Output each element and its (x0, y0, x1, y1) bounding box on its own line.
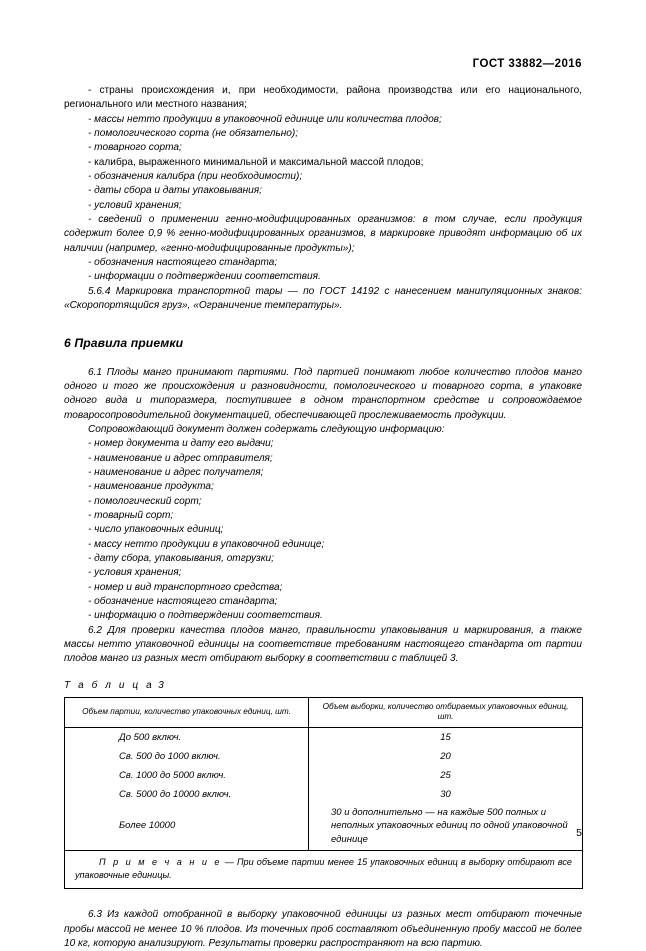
doc-item: - наименование и адрес отправителя; (88, 452, 273, 464)
table-cell-batch: Св. 500 до 1000 включ. (65, 747, 309, 766)
table-row (65, 747, 583, 766)
spacer (64, 350, 582, 366)
marking-item-storage: - условий хранения; (88, 199, 182, 211)
table-cell-batch: Более 10000 (65, 804, 309, 851)
table-cell-sample: 25 (440, 769, 451, 781)
marking-item-caliber-designation: - обозначения калибра (при необходимости); (88, 171, 303, 183)
clause-5-6-4 (64, 285, 582, 314)
table-note-label: П р и м е ч а н и е (99, 857, 222, 868)
table-3-caption-number: 3 (158, 679, 164, 691)
doc-item: - число упаковочных единиц; (88, 524, 224, 536)
table-header-row (65, 697, 583, 727)
spacer (64, 889, 582, 908)
clause-6-2-text: 6.2 Для проверки качества плодов манго, правильности упаковывания и маркирования, а также массы нетто упаковочной единицы на соответствие требованиям настоящего стандарта от партии плодов манго из разных мест отбирают выборку в соответствии с таблицей 3. (64, 624, 582, 665)
table-row (65, 804, 583, 851)
doc-item: - помологический сорт; (88, 495, 202, 507)
table-note-cell (65, 851, 583, 889)
table-cell-batch: Св. 5000 до 10000 включ. (65, 785, 309, 804)
marking-item-dates: - даты сбора и даты упаковывания; (88, 185, 262, 197)
spacer (64, 667, 582, 680)
clause-6-2 (64, 624, 582, 667)
doc-item: - обозначение настоящего стандарта; (88, 596, 278, 607)
accompanying-document-intro-text: Сопровождающий документ должен содержать следующую информацию: (88, 423, 445, 435)
clause-6-3 (64, 908, 582, 951)
table-cell-sample: 15 (440, 731, 451, 743)
table-cell-sample: 30 (440, 788, 451, 800)
section-heading-6: 6 Правила приемки (64, 335, 184, 350)
doc-item: - дату сбора, упаковывания, отгрузки; (88, 552, 274, 564)
doc-item: - номер и вид транспортного средства; (88, 581, 283, 593)
marking-item-origin-country-text: - страны происхождения и, при необходимости, района производства или его национального, регионального или местного названия; (64, 85, 582, 111)
marking-item-pomological-grade: - помологического сорта (не обязательно); (88, 128, 299, 140)
document-header-standard-number: ГОСТ 33882—2016 (472, 58, 582, 70)
table-row (65, 727, 583, 747)
marking-item-commercial-grade: - товарного сорта; (88, 142, 182, 154)
table-cell-batch: Св. 1000 до 5000 включ. (65, 766, 309, 785)
doc-item: - массу нетто продукции в упаковочной единице; (88, 538, 325, 550)
clause-5-6-4-text: 5.6.4 Маркировка транспортной тары — по ГОСТ 14192 с нанесением манипуляционных знаков: «Скоропортящийся груз», «Ограничение температуры». (64, 285, 582, 312)
marking-item-conformity: - информации о подтверждении соответствия. (88, 271, 321, 283)
doc-item: - информацию о подтверждении соответствия. (88, 610, 323, 622)
page-number: 5 (576, 827, 582, 839)
table-3-caption (64, 680, 582, 691)
table-cell-sample: 20 (440, 750, 451, 762)
clause-6-1-text: 6.1 Плоды манго принимают партиями. Под партией понимают любое количество плодов манго одного и того же происхождения и разновидности, помологического и товарного сорта, в упаковке одного вида и типоразмера, поступившее в одном транспортном средстве и сопровождаемое товаросопроводительной документацией, обеспечивающей прослеживаемость продукции. (64, 366, 582, 421)
clause-6-3-text: 6.3 Из каждой отобранной в выборку упаковочной единицы из разных мест отбирают точечные пробы массой не менее 10 % плодов. Из точечных проб составляют объединенную пробу массой не более 10 кг, которую анализируют. Результаты проверки распространяют на всю партию. (64, 909, 582, 949)
marking-item-net-mass: - массы нетто продукции в упаковочной единице или количества плодов; (88, 113, 442, 125)
marking-item-standard-designation: - обозначения настоящего стандарта; (88, 257, 278, 269)
table-row (65, 785, 583, 804)
accompanying-document-intro (64, 423, 582, 437)
clause-6-1 (64, 366, 582, 423)
table-row (65, 766, 583, 785)
spacer (64, 314, 582, 336)
doc-item: - наименование и адрес получателя; (88, 466, 264, 478)
doc-item: - номер документа и дату его выдачи; (88, 438, 274, 450)
table-3 (64, 697, 583, 890)
marking-item-gmo (64, 213, 582, 256)
doc-item: - товарный сорт; (88, 509, 174, 521)
table-cell-sample: 30 и дополнительно — на каждые 500 полных и неполных упаковочных единиц по одной упаковочной единице (331, 806, 568, 845)
table-header-sample-volume: Объем выборки, количество отбираемых упаковочных единиц, шт. (309, 697, 583, 727)
table-note-row (65, 851, 583, 889)
doc-item: - наименование продукта; (88, 481, 214, 493)
table-cell-batch: До 500 включ. (65, 727, 309, 747)
marking-item-gmo-text: - сведений о применении генно-модифицированных организмов: в том случае, если продукция содержит более 0,9 % генно-модифицированных организмов, в маркировке приводят информацию об их наличии (например, «генно-модифицированные продукты»); (64, 214, 582, 254)
marking-item-caliber: - калибра, выраженного минимальной и максимальной массой плодов; (88, 156, 424, 168)
doc-item: - условия хранения; (88, 567, 182, 579)
page-content (64, 84, 582, 951)
table-header-batch-volume: Объем партии, количество упаковочных единиц, шт. (65, 697, 309, 727)
table-note-text: — При объеме партии менее 15 упаковочных единиц в выборку отбирают все упаковочные единицы. (75, 857, 572, 881)
marking-item-origin-country (64, 84, 582, 113)
table-3-caption-label: Т а б л и ц а (64, 679, 155, 691)
